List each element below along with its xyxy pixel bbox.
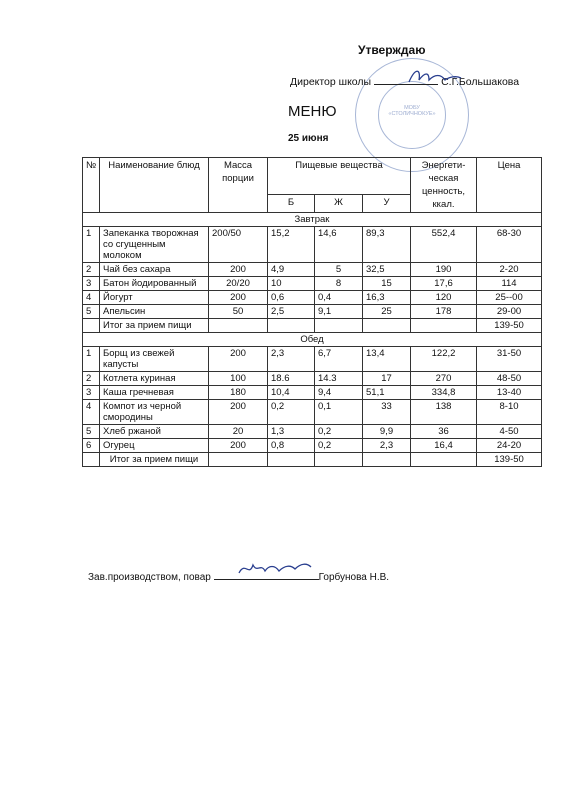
cell-b: 0,8 bbox=[268, 439, 315, 453]
table-row bbox=[83, 372, 542, 386]
cell-price: 31-50 bbox=[477, 347, 542, 372]
cell-b: 10 bbox=[268, 277, 315, 291]
table-row bbox=[83, 347, 542, 372]
cell-energy: 122,2 bbox=[411, 347, 477, 372]
cell-price: 29-00 bbox=[477, 305, 542, 319]
cell-u: 32,5 bbox=[363, 263, 411, 277]
col-header-b: Б bbox=[268, 195, 315, 213]
cell-energy: 17,6 bbox=[411, 277, 477, 291]
col-header-u: У bbox=[363, 195, 411, 213]
cell-b: 0,2 bbox=[268, 400, 315, 425]
footer-name: Горбунова Н.В. bbox=[318, 572, 390, 583]
col-header-name: Наименование блюд bbox=[100, 158, 209, 213]
cell-num: 3 bbox=[83, 386, 100, 400]
cell-mass: 20 bbox=[209, 425, 268, 439]
cell-mass: 20/20 bbox=[209, 277, 268, 291]
cell-name: Котлета куриная bbox=[100, 372, 209, 386]
cell-mass: 180 bbox=[209, 386, 268, 400]
cell-mass: 200 bbox=[209, 400, 268, 425]
table-row bbox=[83, 386, 542, 400]
cell-num: 2 bbox=[83, 372, 100, 386]
cell-u: 16,3 bbox=[363, 291, 411, 305]
total-row-breakfast bbox=[83, 319, 542, 333]
cell-b: 10,4 bbox=[268, 386, 315, 400]
section-row-breakfast bbox=[83, 213, 542, 227]
cell-num: 6 bbox=[83, 439, 100, 453]
cell-num: 1 bbox=[83, 227, 100, 263]
col-header-zh: Ж bbox=[315, 195, 363, 213]
cell-name: Каша гречневая bbox=[100, 386, 209, 400]
cell-energy: 334,8 bbox=[411, 386, 477, 400]
cell-b: 18.6 bbox=[268, 372, 315, 386]
table-row bbox=[83, 291, 542, 305]
cell-name: Огурец bbox=[100, 439, 209, 453]
cell-energy: 190 bbox=[411, 263, 477, 277]
col-header-price: Цена bbox=[477, 158, 542, 213]
cell-num: 1 bbox=[83, 347, 100, 372]
cell-u: 51,1 bbox=[363, 386, 411, 400]
col-header-energy: Энергети-ческая ценность, ккал. bbox=[411, 158, 477, 213]
cell-zh: 9,4 bbox=[315, 386, 363, 400]
cell-price: 4-50 bbox=[477, 425, 542, 439]
table-row bbox=[83, 227, 542, 263]
cell-u: 15 bbox=[363, 277, 411, 291]
cell-price: 24-20 bbox=[477, 439, 542, 453]
cell-price: 25--00 bbox=[477, 291, 542, 305]
cell-mass: 200 bbox=[209, 291, 268, 305]
cell-name: Компот из черной смородины bbox=[100, 400, 209, 425]
footer-label: Зав.производством, повар bbox=[88, 572, 211, 583]
cell-price: 2-20 bbox=[477, 263, 542, 277]
cell-name: Хлеб ржаной bbox=[100, 425, 209, 439]
cell-energy: 270 bbox=[411, 372, 477, 386]
cell-b: 2,5 bbox=[268, 305, 315, 319]
table-row bbox=[83, 263, 542, 277]
cell-b: 1,3 bbox=[268, 425, 315, 439]
menu-date: 25 июня bbox=[288, 133, 329, 144]
total-row-lunch bbox=[83, 453, 542, 467]
cell-zh: 9,1 bbox=[315, 305, 363, 319]
col-header-nutrients: Пищевые вещества bbox=[268, 158, 411, 195]
menu-table bbox=[82, 157, 542, 467]
cell-zh: 0,2 bbox=[315, 425, 363, 439]
cell-zh: 14,6 bbox=[315, 227, 363, 263]
cell-price: 48-50 bbox=[477, 372, 542, 386]
total-value: 139-50 bbox=[477, 319, 542, 333]
cell-energy: 552,4 bbox=[411, 227, 477, 263]
cell-num: 5 bbox=[83, 305, 100, 319]
cell-zh: 14.3 bbox=[315, 372, 363, 386]
director-signature bbox=[405, 64, 465, 90]
cell-u: 25 bbox=[363, 305, 411, 319]
cell-num: 5 bbox=[83, 425, 100, 439]
cell-price: 114 bbox=[477, 277, 542, 291]
cell-u: 2,3 bbox=[363, 439, 411, 453]
cell-energy: 120 bbox=[411, 291, 477, 305]
cell-num: 2 bbox=[83, 263, 100, 277]
section-title: Обед bbox=[83, 333, 542, 347]
total-label: Итог за прием пищи bbox=[100, 319, 209, 333]
table-header-row bbox=[83, 158, 542, 195]
cell-name: Чай без сахара bbox=[100, 263, 209, 277]
total-label: Итог за прием пищи bbox=[100, 453, 209, 467]
cell-mass: 200 bbox=[209, 439, 268, 453]
cell-price: 68-30 bbox=[477, 227, 542, 263]
cell-name: Апельсин bbox=[100, 305, 209, 319]
table-row bbox=[83, 400, 542, 425]
table-row bbox=[83, 425, 542, 439]
cell-u: 33 bbox=[363, 400, 411, 425]
cell-price: 8-10 bbox=[477, 400, 542, 425]
cell-mass: 100 bbox=[209, 372, 268, 386]
section-title: Завтрак bbox=[83, 213, 542, 227]
stamp-text: МОБУ «СТОЛИЧНОКУЕ» bbox=[388, 105, 436, 117]
cell-zh: 5 bbox=[315, 263, 363, 277]
cell-zh: 6,7 bbox=[315, 347, 363, 372]
cell-mass: 200/50 bbox=[209, 227, 268, 263]
cell-zh: 0,2 bbox=[315, 439, 363, 453]
cell-b: 2,3 bbox=[268, 347, 315, 372]
cell-name: Батон йодированный bbox=[100, 277, 209, 291]
col-header-num: № bbox=[83, 158, 100, 213]
cell-mass: 200 bbox=[209, 263, 268, 277]
cell-b: 4,9 bbox=[268, 263, 315, 277]
table-row bbox=[83, 305, 542, 319]
cell-u: 89,3 bbox=[363, 227, 411, 263]
cell-b: 0,6 bbox=[268, 291, 315, 305]
cell-b: 15,2 bbox=[268, 227, 315, 263]
cell-zh: 8 bbox=[315, 277, 363, 291]
cell-name: Йогурт bbox=[100, 291, 209, 305]
director-label: Директор школы bbox=[290, 76, 372, 88]
cell-u: 13,4 bbox=[363, 347, 411, 372]
cell-energy: 16,4 bbox=[411, 439, 477, 453]
cell-num: 3 bbox=[83, 277, 100, 291]
director-name: С.Г.Большакова bbox=[441, 76, 520, 88]
cell-zh: 0,4 bbox=[315, 291, 363, 305]
cell-mass: 200 bbox=[209, 347, 268, 372]
cell-price: 13-40 bbox=[477, 386, 542, 400]
table-row bbox=[83, 439, 542, 453]
cell-zh: 0,1 bbox=[315, 400, 363, 425]
cell-u: 17 bbox=[363, 372, 411, 386]
col-header-mass: Масса порции bbox=[209, 158, 268, 213]
cell-name: Запеканка творожная со сгущенным молоком bbox=[100, 227, 209, 263]
cell-num: 4 bbox=[83, 400, 100, 425]
section-row-lunch bbox=[83, 333, 542, 347]
approve-heading: Утверждаю bbox=[358, 43, 426, 57]
cell-energy: 36 bbox=[411, 425, 477, 439]
table-row bbox=[83, 277, 542, 291]
cell-energy: 178 bbox=[411, 305, 477, 319]
cell-energy: 138 bbox=[411, 400, 477, 425]
page-title: МЕНЮ bbox=[288, 103, 337, 120]
cell-mass: 50 bbox=[209, 305, 268, 319]
cook-signature bbox=[235, 557, 315, 581]
cell-num: 4 bbox=[83, 291, 100, 305]
total-value: 139-50 bbox=[477, 453, 542, 467]
cell-name: Борщ из свежей капусты bbox=[100, 347, 209, 372]
cell-u: 9,9 bbox=[363, 425, 411, 439]
